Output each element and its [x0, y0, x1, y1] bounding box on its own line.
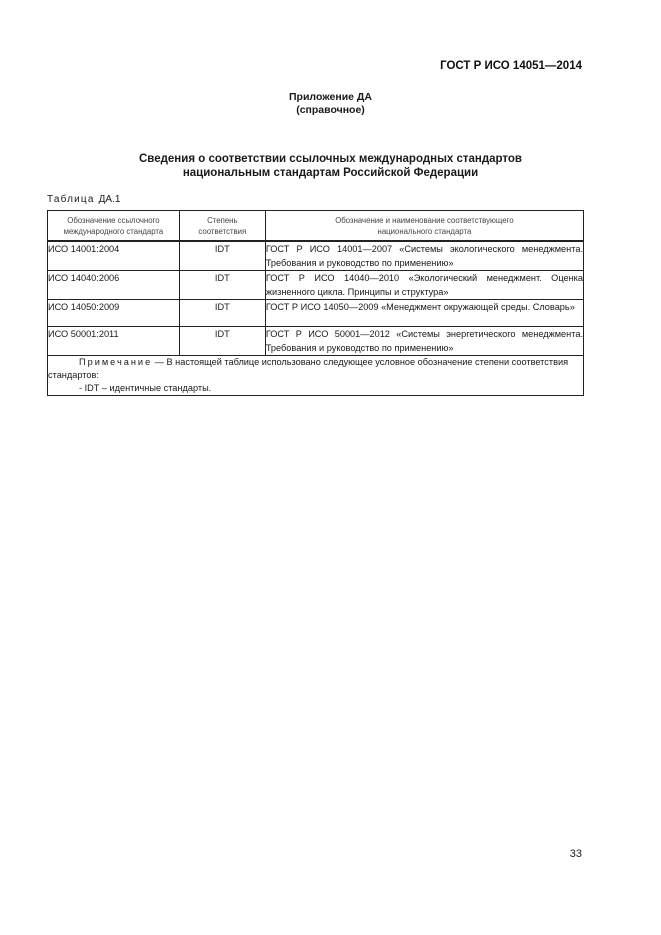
column-header-line: Обозначение ссылочного — [67, 216, 160, 225]
note-item: - IDT – идентичные стандарты. — [79, 383, 212, 393]
table-caption-label: Таблица — [47, 194, 95, 205]
table-row — [48, 327, 584, 356]
table-row — [48, 271, 584, 300]
cell-national-standard: ГОСТ Р ИСО 14040—2010 «Экологический менеджмент. Оценка жизненного цикла. Принципы и структура» — [265, 271, 583, 300]
column-header-line: национального стандарта — [377, 227, 472, 236]
page-number: 33 — [569, 848, 582, 860]
section-title-line-1: Сведения о соответствии ссылочных международных стандартов — [138, 153, 522, 165]
column-header-national-standard — [265, 211, 583, 242]
cell-international-standard: ИСО 50001:2011 — [48, 327, 180, 356]
correspondence-table — [47, 210, 584, 396]
cell-degree: IDT — [179, 300, 265, 327]
document-code: ГОСТ Р ИСО 14051—2014 — [440, 60, 582, 72]
annex-heading — [0, 91, 661, 117]
table-row — [48, 300, 584, 327]
table-caption-number: ДА.1 — [98, 194, 121, 205]
cell-international-standard: ИСО 14001:2004 — [48, 241, 180, 271]
cell-national-standard: ГОСТ Р ИСО 14050—2009 «Менеджмент окружающей среды. Словарь» — [265, 300, 583, 327]
table-caption — [47, 194, 120, 205]
column-header-line: Обозначение и наименование соответствующего — [335, 216, 514, 225]
note-label: Примечание — [79, 357, 153, 367]
column-header-degree — [179, 211, 265, 242]
cell-international-standard: ИСО 14050:2009 — [48, 300, 180, 327]
column-header-line: международного стандарта — [63, 227, 164, 236]
column-header-international-standard — [48, 211, 180, 242]
section-title-line-2: национальным стандартам Российской Федерации — [182, 167, 479, 179]
annex-type: (справочное) — [296, 104, 365, 116]
cell-degree: IDT — [179, 271, 265, 300]
cell-degree: IDT — [179, 241, 265, 271]
column-header-line: соответствия — [198, 227, 247, 236]
cell-national-standard: ГОСТ Р ИСО 14001—2007 «Системы экологического менеджмента. Требования и руководство по применению» — [265, 241, 583, 271]
note-text: — В настоящей таблице использовано следующее условное обозначение степени соответствия стандартов: — [48, 357, 569, 380]
table-header-row — [48, 211, 584, 242]
column-header-line: Степень — [207, 216, 238, 225]
table-note-row — [48, 356, 584, 396]
section-title — [0, 152, 661, 180]
annex-title: Приложение ДА — [289, 91, 372, 103]
cell-international-standard: ИСО 14040:2006 — [48, 271, 180, 300]
table-row — [48, 241, 584, 271]
table-note — [48, 356, 584, 396]
cell-degree: IDT — [179, 327, 265, 356]
cell-national-standard: ГОСТ Р ИСО 50001—2012 «Системы энергетического менеджмента. Требования и руководство по применению» — [265, 327, 583, 356]
